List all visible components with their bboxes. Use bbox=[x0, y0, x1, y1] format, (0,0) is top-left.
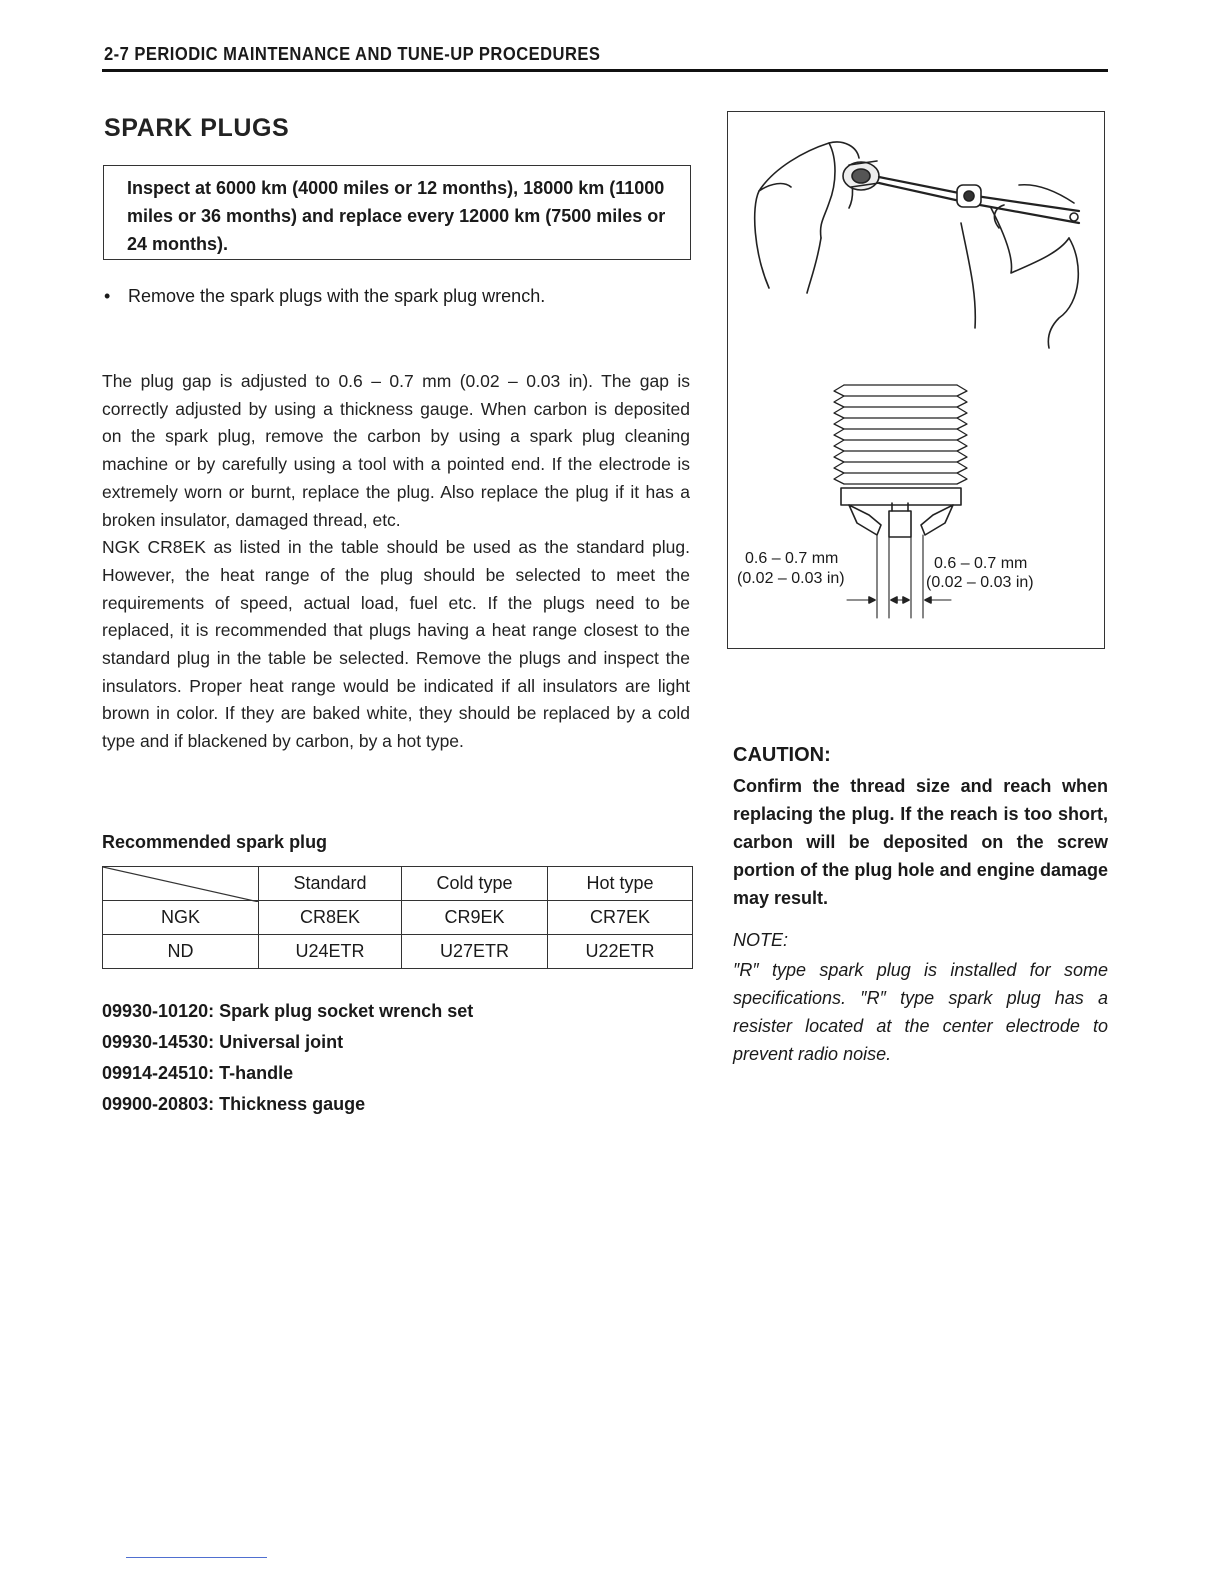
table-cell: CR9EK bbox=[402, 901, 548, 935]
table-header-cell: Hot type bbox=[548, 867, 693, 901]
right-gap-in: (0.02 – 0.03 in) bbox=[926, 574, 1034, 591]
bullet-icon: • bbox=[104, 286, 111, 306]
right-hand-outline bbox=[961, 223, 975, 328]
table-label: Recommended spark plug bbox=[102, 832, 328, 852]
thread-lines bbox=[834, 385, 967, 484]
right-gap-mm: 0.6 – 0.7 mm bbox=[934, 555, 1028, 572]
left-gap-mm: 0.6 – 0.7 mm bbox=[745, 550, 839, 567]
inspect-note: Inspect at 6000 km (4000 miles or 12 months), 18000 km (11000 miles or 36 months) and replace every 12000 km (7500 miles or 24 months). bbox=[127, 178, 666, 254]
note-title: NOTE: bbox=[733, 930, 789, 950]
tool-name: Thickness gauge bbox=[219, 1094, 366, 1114]
left-gap-in: (0.02 – 0.03 in) bbox=[737, 570, 845, 587]
list-item bbox=[102, 1058, 473, 1089]
bottom-rule bbox=[126, 1557, 267, 1558]
table-cell-brand: NGK bbox=[103, 901, 259, 935]
table-cell-brand: ND bbox=[103, 935, 259, 969]
body-text bbox=[102, 368, 690, 756]
table-header-cell: Standard bbox=[259, 867, 402, 901]
bullet-text: Remove the spark plugs with the spark plug wrench. bbox=[128, 286, 546, 306]
table-cell: U22ETR bbox=[548, 935, 693, 969]
table-row bbox=[103, 935, 693, 969]
bullet-item bbox=[104, 286, 545, 307]
header-rule bbox=[102, 69, 1108, 72]
paragraph-gap: The plug gap is adjusted to 0.6 – 0.7 mm (0.02 – 0.03 in). The gap is correctly adjusted by using a thickness gauge. When carbon is deposited on the spark plug, remove the carbon by using a spark plug cleaning machine or by carefully using a tool with a pointed end. If the electrode is extremely worn or burnt, replace the plug. Also replace the plug if it has a broken insulator, damaged thread, etc. bbox=[102, 371, 690, 530]
spark-plug-table bbox=[102, 866, 693, 969]
table-cell: U24ETR bbox=[259, 935, 402, 969]
left-hand-outline bbox=[755, 142, 859, 288]
section-title: SPARK PLUGS bbox=[104, 114, 290, 142]
table-row bbox=[103, 901, 693, 935]
tool-number: 09930-14530: bbox=[102, 1032, 215, 1052]
table-cell: U27ETR bbox=[402, 935, 548, 969]
list-item bbox=[102, 1027, 473, 1058]
running-head: 2-7 PERIODIC MAINTENANCE AND TUNE-UP PROCEDURES bbox=[104, 44, 601, 64]
list-item bbox=[102, 996, 473, 1027]
caution-body: Confirm the thread size and reach when replacing the plug. If the reach is too short, carbon will be deposited on the screw portion of the plug hole and engine damage may result. bbox=[733, 776, 1108, 908]
tool-list bbox=[102, 996, 473, 1120]
caution-title: CAUTION: bbox=[733, 744, 831, 766]
paragraph-heat-range: NGK CR8EK as listed in the table should be used as the standard plug. However, the heat range of the plug should be selected to meet the requirements of speed, actual load, fuel etc. If the plugs need to be replaced, it is recommended that plugs having a heat range closest to the standard plug in the table be selected. Remove the plugs and inspect the insulators. Proper heat range would be indicated if all insulators are light brown in color. If they are baked white, they should be replaced by a cold type and if blackened by carbon, by a hot type. bbox=[102, 537, 690, 752]
table-corner-cell bbox=[103, 867, 259, 901]
tool-name: Spark plug socket wrench set bbox=[219, 1001, 474, 1021]
table-cell: CR8EK bbox=[259, 901, 402, 935]
list-item bbox=[102, 1089, 473, 1120]
tool-number: 09914-24510: bbox=[102, 1063, 215, 1083]
diagonal-line-icon bbox=[103, 867, 259, 902]
table-header-row bbox=[103, 867, 693, 901]
tool-number: 09900-20803: bbox=[102, 1094, 215, 1114]
note-body: ″R″ type spark plug is installed for some specifications. ″R″ type spark plug has a resister located at the center electrode to prevent radio noise. bbox=[733, 960, 1108, 1064]
tool-name: Universal joint bbox=[219, 1032, 344, 1052]
table-cell: CR7EK bbox=[548, 901, 693, 935]
table-header-cell: Cold type bbox=[402, 867, 548, 901]
tool-name: T-handle bbox=[219, 1063, 294, 1083]
tool-number: 09930-10120: bbox=[102, 1001, 215, 1021]
